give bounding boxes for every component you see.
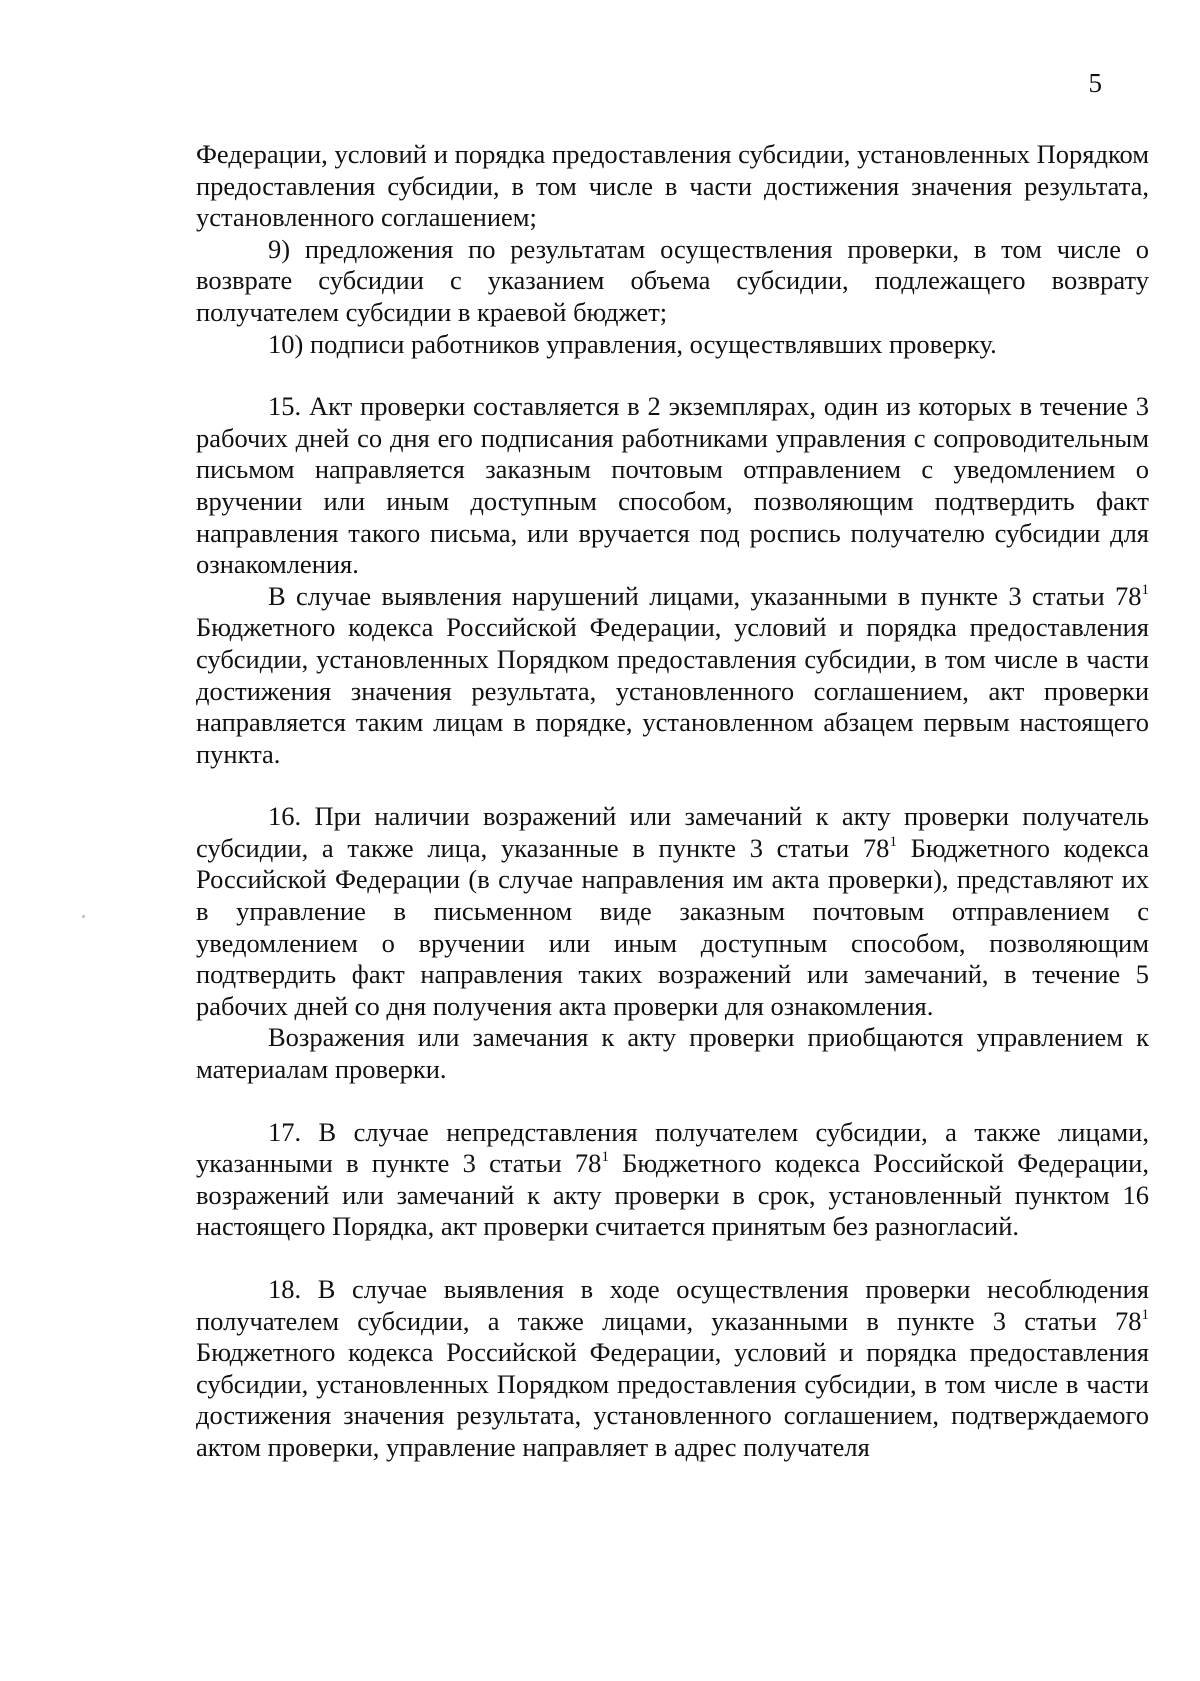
paragraph-clause-16: 16. При наличии возражений или замечаний к акту проверки получатель субсидии, а также лица, указанные в пункте 3 статьи $78^1$ Бюджетного кодекса Российской Федерации (в случае направления им акта проверки), представляют их в управление в письменном виде заказным почтовым отправлением с уведомлением о вручении или иным доступным способом, позволяющим подтвердить факт направления таких возражений или замечаний, в течение 5 рабочих дней со дня получения акта проверки для ознакомления.: [196, 801, 1149, 1021]
paragraph-item-10: 10) подписи работников управления, осуществлявших проверку.: [268, 328, 997, 359]
paragraph-continuation: Федерации, условий и порядка предоставления субсидии, установленных Порядком предоставления субсидии, в том числе в части достижения значения результата, установленного соглашением;: [196, 139, 1149, 233]
paragraph-item-9: 9) предложения по результатам осуществления проверки, в том числе о возврате субсидии с указанием объема субсидии, подлежащего возврату получателем субсидии в краевой бюджет;: [196, 233, 1149, 327]
paragraph-clause-18: 18. В случае выявления в ходе осуществления проверки несоблюдения получателем субсидии, а также лицами, указанными в пункте 3 статьи $78^1$ Бюджетного кодекса Российской Федерации, условий и порядка предоставления субсидии, установленных Порядком предоставления субсидии, в том числе в части достижения значения результата, установленного соглашением, подтверждаемого актом проверки, управление направляет в адрес получателя: [196, 1274, 1149, 1462]
document-body: [196, 139, 1149, 1464]
paragraph-clause-15: 15. Акт проверки составляется в 2 экземплярах, один из которых в течение 3 рабочих дней со дня его подписания работниками управления с сопроводительным письмом направляется заказным почтовым отправлением с уведомлением о вручении или иным доступным способом, позволяющим подтвердить факт направления такого письма, или вручается под роспись получателю субсидии для ознакомления.: [196, 391, 1149, 580]
superscript: 1: [601, 1149, 609, 1166]
superscript: 1: [889, 833, 897, 850]
superscript: 1: [1141, 1306, 1149, 1323]
scan-speck: [82, 915, 85, 918]
paragraph-clause-15-part-2: В случае выявления нарушений лицами, указанными в пункте 3 статьи $78^1$ Бюджетного кодекса Российской Федерации, условий и порядка предоставления субсидии, установленных Порядком предоставления субсидии, в том числе в части достижения значения результата, установленного соглашением, акт проверки направляется таким лицам в порядке, установленном абзацем первым настоящего пункта.: [196, 580, 1149, 769]
paragraph-clause-16-part-2: Возражения или замечания к акту проверки приобщаются управлением к материалам проверки.: [196, 1022, 1149, 1085]
paragraph-clause-17: 17. В случае непредставления получателем субсидии, а также лицами, указанными в пункте 3 статьи $78^1$ Бюджетного кодекса Российской Федерации, возражений или замечаний к акту проверки в срок, установленный пунктом 16 настоящего Порядка, акт проверки считается принятым без разногласий.: [196, 1116, 1149, 1242]
superscript: 1: [1141, 581, 1149, 598]
page-number: 5: [1088, 68, 1102, 98]
